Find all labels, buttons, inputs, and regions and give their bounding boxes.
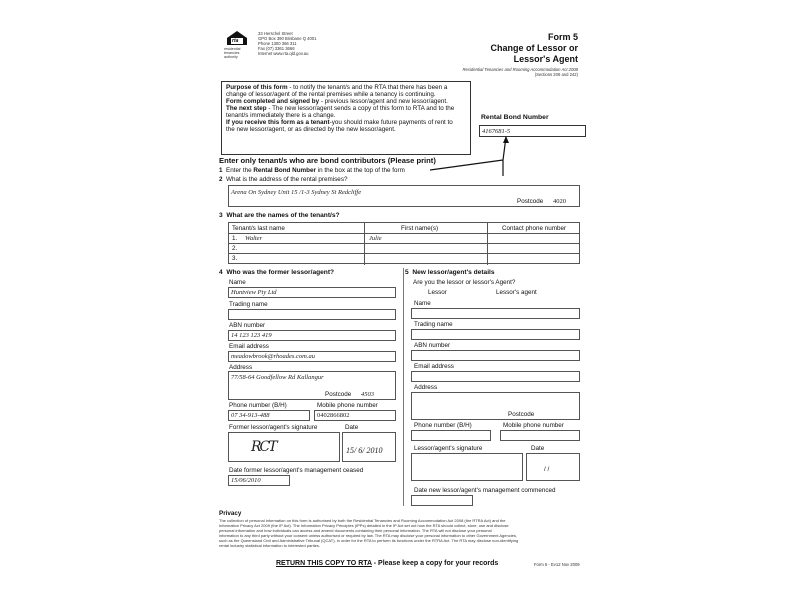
- column-divider: [403, 268, 404, 506]
- new-date-value: / /: [544, 466, 550, 473]
- former-abn-input[interactable]: [228, 330, 396, 341]
- row-number: 3.: [232, 255, 238, 262]
- question-4: [219, 269, 334, 276]
- rental-address-input[interactable]: [228, 185, 580, 207]
- new-phone-label: Phone number (B/H): [414, 422, 472, 429]
- former-date-value: 15/ 6/ 2010: [346, 446, 383, 455]
- former-name-label: Name: [229, 279, 246, 286]
- question-2-text: What is the address of the rental premises?: [226, 176, 348, 183]
- rental-address-value: Arena On Sydney Unit 15 /1-3 Sydney St Redcliffe: [231, 189, 362, 196]
- new-abn-label: ABN number: [414, 342, 451, 349]
- question-1-text-end: in the box at the top of the form: [315, 167, 405, 174]
- return-text: RETURN THIS COPY TO RTA: [276, 560, 372, 567]
- postcode-value: 4020: [553, 198, 566, 205]
- question-number: 2: [219, 176, 223, 183]
- new-date-label: Date: [531, 445, 545, 452]
- new-abn-input[interactable]: [411, 350, 580, 361]
- question-3-text: What are the names of the tenant/s?: [226, 212, 340, 219]
- former-address-value: 77/58-64 Goodfellow Rd Kallangur: [231, 374, 324, 381]
- postcode-label: Postcode: [517, 198, 544, 205]
- former-ceased-input[interactable]: [228, 475, 290, 486]
- tenant-note-text: -you should make future payments of rent to: [329, 119, 453, 126]
- question-1-bold: Rental Bond Number: [253, 167, 316, 174]
- former-email-label: Email address: [229, 343, 269, 350]
- column-header: Tenant/s last name: [232, 225, 285, 232]
- privacy-line: Information Privacy Act 2009 (the IP Act). The Information Privacy Principles (IPPs) detailed in the IP Act set out how the RTA should collect, store, use and disclose: [219, 523, 509, 528]
- privacy-text: [219, 518, 591, 548]
- privacy-line: rental industry statistical information to interested parties.: [219, 543, 320, 548]
- new-trading-label: Trading name: [414, 321, 453, 328]
- completed-by-text: - previous lessor/agent and new lessor/agent.: [319, 98, 448, 105]
- purpose-text: - to notify the tenant/s and the RTA that there has been a: [287, 84, 448, 91]
- question-number: 1: [219, 167, 223, 174]
- new-postcode-label: Postcode: [508, 411, 535, 418]
- row-number: 2.: [232, 245, 238, 252]
- former-email-input[interactable]: [228, 351, 396, 362]
- lessor-option[interactable]: Lessor: [428, 289, 447, 296]
- former-name-value: Huntview Pty Ltd: [231, 289, 277, 296]
- next-step-text: tenant/s immediately there is a change.: [226, 112, 336, 119]
- former-name-input[interactable]: [228, 287, 396, 298]
- question-4-text: Who was the former lessor/agent?: [226, 269, 335, 276]
- new-email-input[interactable]: [411, 371, 580, 382]
- new-signature-box[interactable]: [411, 453, 523, 481]
- question-2: [219, 176, 347, 183]
- new-commenced-input[interactable]: [411, 495, 473, 506]
- question-1-text: Enter the: [226, 167, 254, 174]
- address-line: Internet www.rta.qld.gov.au: [258, 51, 309, 56]
- former-phone-value: 07 34-913-488: [231, 412, 270, 419]
- tenant-last-name: Walter: [245, 235, 263, 242]
- address-line: GPO Box 390 Brisbane Q 4001: [258, 36, 317, 41]
- new-mobile-input[interactable]: [500, 430, 580, 441]
- former-abn-label: ABN number: [229, 322, 266, 329]
- sections-reference: (Sections 206 and 242): [534, 72, 578, 77]
- new-address-input[interactable]: [411, 392, 580, 420]
- table-row[interactable]: [229, 253, 579, 263]
- former-date-box[interactable]: [342, 432, 396, 462]
- former-trading-label: Trading name: [229, 301, 268, 308]
- former-postcode-label: Postcode: [325, 391, 352, 398]
- form-number: Form 5: [547, 32, 578, 42]
- next-step-label: The next step: [226, 105, 267, 112]
- address-line: Phone 1300 366 311: [258, 41, 297, 46]
- new-commenced-label: Date new lessor/agent's management commenced: [414, 487, 556, 494]
- act-reference: Residential Tenancies and Rooming Accommodation Act 2008: [462, 67, 578, 72]
- purpose-text: change of lessor/agent of the rental premises while a tenancy is continuing.: [226, 91, 436, 98]
- question-5: [405, 269, 495, 276]
- rta-logo: [224, 30, 250, 60]
- new-address-label: Address: [414, 384, 438, 391]
- former-signature-box[interactable]: [228, 432, 340, 462]
- rta-address-block: [258, 31, 316, 56]
- keep-copy-text: - Please keep a copy for your records: [371, 560, 499, 567]
- arrow-connector: [430, 136, 510, 176]
- lessors-agent-option[interactable]: Lessor's agent: [496, 289, 537, 296]
- privacy-line: The collection of personal information on this form is authorised by both the Residential Tenancies and Rooming Accommodation Act 2008 (the RTRA Act) and the: [219, 518, 506, 523]
- column-header: Contact phone number: [502, 225, 567, 232]
- question-number: 5: [405, 269, 409, 276]
- privacy-heading: Privacy: [219, 510, 242, 517]
- form-title-block: [463, 32, 578, 77]
- purpose-label: Purpose of this form: [226, 84, 288, 91]
- tenant-note-label: If you receive this form as a tenant: [226, 119, 330, 126]
- former-mobile-input[interactable]: [314, 410, 396, 421]
- main-heading: Enter only tenant/s who are bond contributors (Please print): [219, 156, 436, 165]
- bond-number-label: Rental Bond Number: [481, 114, 549, 121]
- question-5-text: New lessor/agent's details: [412, 269, 495, 276]
- lessor-type-question: Are you the lessor or lessor's Agent?: [413, 279, 516, 286]
- logo-text: rta: [232, 38, 239, 44]
- new-mobile-label: Mobile phone number: [503, 422, 564, 429]
- new-email-label: Email address: [414, 363, 454, 370]
- former-email-value: meadowbrook@rhoades.com.au: [231, 353, 315, 360]
- form-title: Lessor's Agent: [513, 54, 578, 64]
- former-signature-label: Former lessor/agent's signature: [229, 424, 318, 431]
- tenant-note-text: the new lessor/agent, or as directed by the new lessor/agent.: [226, 126, 396, 133]
- address-line: 33 Herschel Street: [258, 31, 293, 36]
- form-title: Change of Lessor or: [490, 43, 578, 53]
- former-abn-value: 14 123 123 419: [231, 332, 272, 339]
- new-trading-input[interactable]: [411, 329, 580, 340]
- new-date-box[interactable]: [526, 453, 580, 481]
- completed-by-label: Form completed and signed by: [226, 98, 320, 105]
- authority-name: residential tenancies authority: [224, 47, 241, 59]
- privacy-line: information to any third party without your consent unless authorised or required by law. The RTA may disclose your personal information to other Government Agencies,: [219, 533, 517, 538]
- question-number: 3: [219, 212, 223, 219]
- address-line: Fax (07) 3361 3666: [258, 46, 295, 51]
- bond-number-value: 4167681-5: [482, 128, 511, 135]
- new-name-label: Name: [414, 300, 431, 307]
- question-number: 4: [219, 269, 223, 276]
- former-postcode-value: 4503: [361, 391, 374, 398]
- former-date-label: Date: [345, 424, 359, 431]
- tenant-table: [228, 222, 580, 264]
- form-code: Form 5 - Ev12 Nov 2009: [534, 562, 580, 567]
- former-ceased-value: 15/06/2010: [231, 477, 261, 484]
- new-name-input[interactable]: [411, 308, 580, 319]
- former-phone-input[interactable]: [228, 410, 310, 421]
- new-phone-input[interactable]: [411, 430, 491, 441]
- former-address-label: Address: [229, 364, 253, 371]
- former-trading-input[interactable]: [228, 309, 396, 320]
- tenant-first-name: Julie: [369, 235, 382, 242]
- next-step-text: - The new lessor/agent sends a copy of this form to RTA and to the: [266, 105, 455, 112]
- column-header: First name(s): [401, 225, 439, 232]
- footer-instruction: [276, 560, 498, 567]
- privacy-line: personal information and how individuals can access and amend documents containing their personal information. The RTA will not disclose your personal: [219, 528, 492, 533]
- row-number: 1.: [232, 235, 238, 242]
- former-signature-value: RCT: [251, 439, 276, 455]
- former-phone-label: Phone number (B/H): [229, 402, 287, 409]
- former-mobile-value: 0402866802: [317, 412, 350, 419]
- former-mobile-label: Mobile phone number: [317, 402, 378, 409]
- former-ceased-label: Date former lessor/agent's management ceased: [229, 467, 364, 474]
- new-signature-label: Lessor/agent's signature: [414, 445, 483, 452]
- former-address-input[interactable]: [228, 371, 396, 400]
- question-1: [219, 167, 405, 174]
- question-3: [219, 212, 340, 219]
- privacy-line: such as the Queensland Civil and Administrative Tribunal (QCAT), in order for the RTA to perform its functions under the RTRA Act. The RTA may disclose non-identifying: [219, 538, 519, 543]
